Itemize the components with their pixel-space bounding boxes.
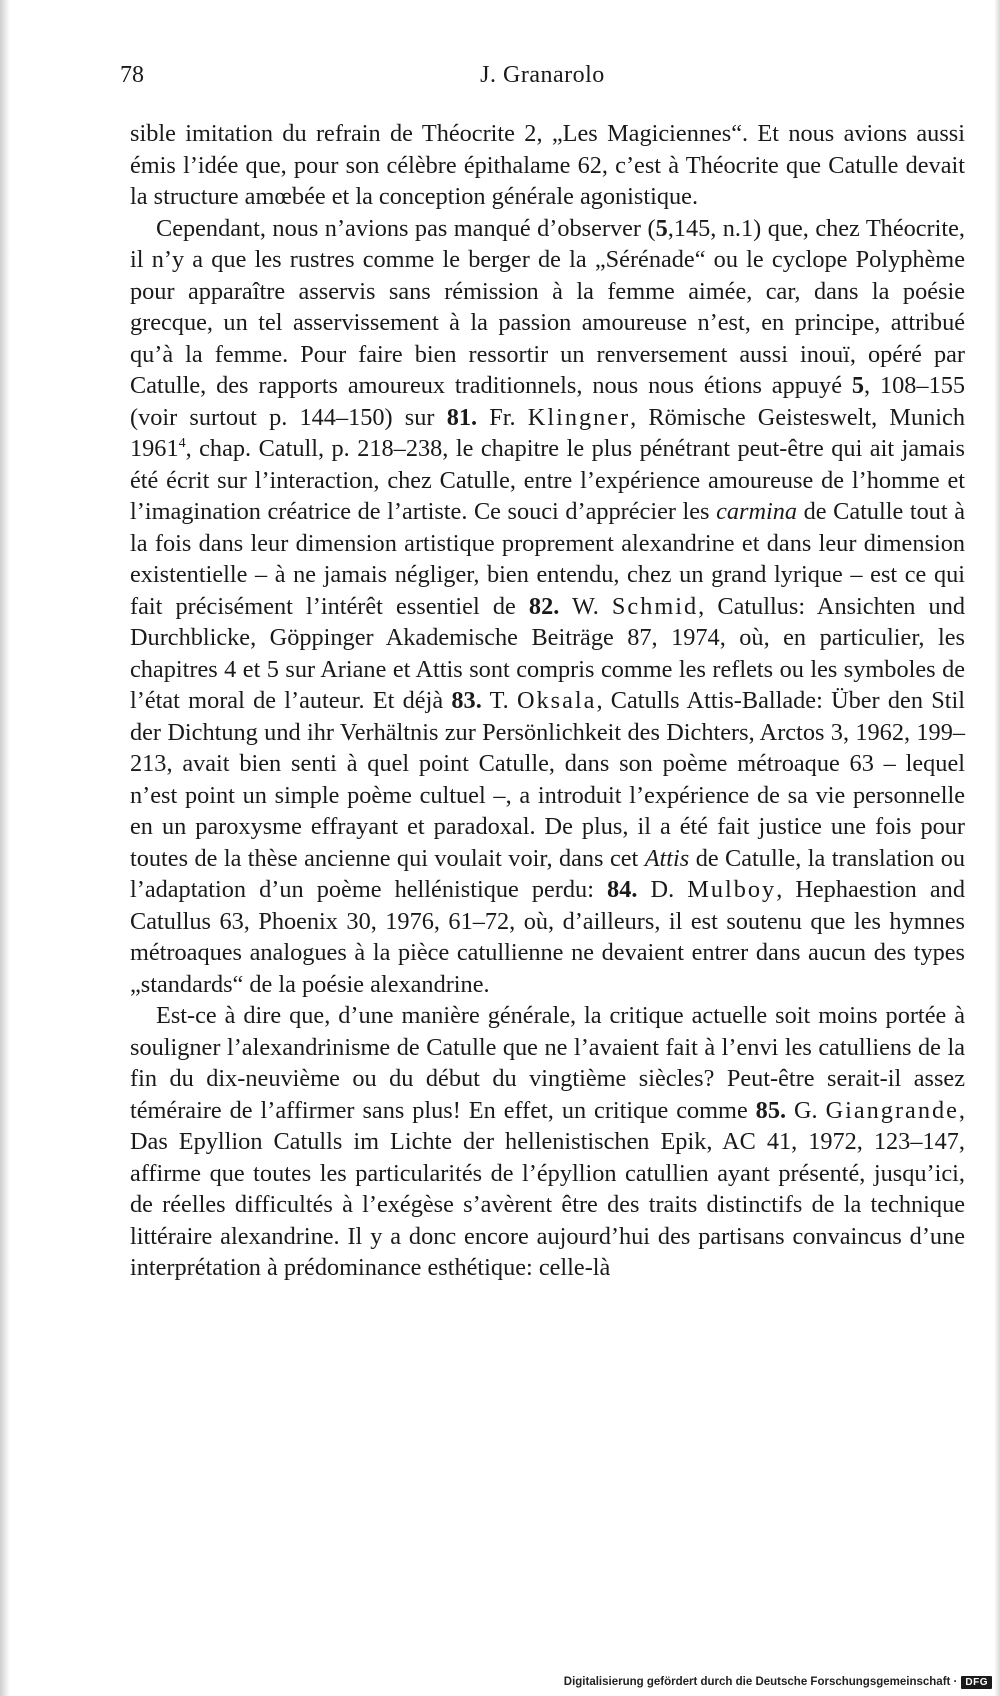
- text-run: Schmid: [611, 592, 699, 620]
- text-run: , 108–155 (voir surtout p. 144–150) sur: [130, 372, 966, 431]
- text-run: , Römische Geisteswelt, Munich 1961: [130, 403, 965, 462]
- text-run: 85.: [755, 1096, 787, 1124]
- dfg-logo-icon: DFG: [961, 1676, 992, 1689]
- text-run: 83.: [451, 687, 482, 714]
- digitization-credit: [564, 1672, 992, 1692]
- text-run: Mulboy: [687, 876, 777, 903]
- text-run: de Catulle tout à la fois dans leur dimension artistique proprement alexandrine et dans leur dimension existentielle – à ne jamais négliger, bien entendu, chez un grand lyrique – est ce qui fait précisément l’intérêt essentiel de: [130, 498, 965, 620]
- text-run: Attis: [644, 844, 690, 872]
- text-run: Est-ce à dire que, d’une manière générale, la critique actuelle soit moins portée à souligner l’alexandrinisme de Catulle que ne l’avaient fait à l’envi les catulliens de la fin du dix-neuvième ou du début du vingtième siècles? Peut-être serait-il assez téméraire de l’affirmer sans plus! En effet, un critique comme: [130, 1002, 965, 1124]
- text-run: Oksala: [516, 687, 597, 714]
- text-run: carmina: [716, 498, 798, 525]
- text-run: 82.: [528, 592, 560, 620]
- text-run: Fr.: [477, 403, 528, 431]
- paragraph-2: [130, 213, 965, 1001]
- text-run: W.: [559, 592, 612, 620]
- running-title: J. Granarolo: [480, 62, 605, 88]
- text-run: sible imitation du refrain de Théocrite 2, „Les Magiciennes“. Et nous avions aussi émis l’idée que, pour son célèbre épithalame 62, c’est à Théocrite que Catulle devait la structure amœbée et la conception générale agonistique.: [130, 120, 965, 210]
- text-run: Giangrande: [825, 1096, 959, 1124]
- body-text: [130, 118, 965, 1284]
- text-run: 84.: [607, 876, 638, 903]
- text-run: , Catulls Attis-Ballade: Über den Stil der Dichtung und ihr Verhältnis zur Persönlichkeit des Dichters, Arctos 3, 1962, 199–213, avait bien senti à quel point Catulle, dans son poème métroaque 63 – lequel n’est point un simple poème cultuel –, a introduit l’expérience de sa vie personnelle en un paroxysme effrayant et paradoxal. De plus, il a été fait justice une fois pour toutes de la thèse ancienne qui voulait voir, dans cet: [130, 687, 966, 872]
- text-run: ,145, n.1) que, chez Théocrite, il n’y a que les rustres comme le berger de la „Sérénade“ ou le cyclope Polyphème pour apparaître asservis sans rémission à la femme aimée, car, dans la poésie grecque, un tel asservissement à la passion amoureuse n’est, en principe, attribué qu’à la femme. Pour faire bien ressortir un renversement aussi inouï, opéré par Catulle, des rapports amoureux traditionnels, nous nous étions appuyé: [130, 214, 965, 399]
- text-run: G.: [786, 1096, 826, 1124]
- text-run: Cependant, nous n’avions pas manqué d’observer (: [156, 214, 656, 242]
- text-run: , Das Epyllion Catulls im Lichte der hellenistischen Epik, AC 41, 1972, 123–147, affirme que toutes les particularités de l’épyllion catullien ayant présenté, jusqu’ici, de réelles difficultés à l’exégèse s’avèrent être des traits distinctifs de la technique littéraire alexandrine. Il y a donc encore aujourd’hui des partisans convaincus d’une interprétation à prédominance esthétique: celle-là: [130, 1096, 965, 1281]
- text-run: , Catullus: Ansichten und Durchblicke, Göppinger Akademische Beiträge 87, 1974, où, en particulier, les chapitres 4 et 5 sur Ariane et Attis sont compris comme les reflets ou les symboles de l’état moral de l’auteur. Et déjà: [130, 592, 965, 714]
- paragraph-3: [130, 1000, 965, 1284]
- text-run: Klingner: [527, 403, 631, 431]
- text-run: D.: [637, 876, 688, 903]
- credit-text: Digitalisierung gefördert durch die Deutsche Forschungsgemeinschaft ·: [563, 1676, 958, 1688]
- page-number: 78: [120, 62, 144, 88]
- text-run: 81.: [446, 403, 478, 431]
- text-run: 5: [655, 214, 668, 242]
- text-run: de Catulle, la translation ou l’adaptation d’un poème hellénistique perdu:: [130, 844, 965, 903]
- page-edge-shadow-left: [0, 0, 10, 1696]
- paragraph-1: [130, 118, 965, 213]
- page-edge-shadow-right: [994, 0, 1000, 1696]
- text-run: 4: [178, 435, 186, 451]
- text-run: 5: [851, 372, 865, 399]
- text-run: T.: [481, 687, 517, 714]
- running-head: [120, 62, 965, 92]
- text-run: , chap. Catull, p. 218–238, le chapitre le plus pénétrant peut-être qui ait jamais été écrit sur l’interaction, chez Catulle, entre l’expérience amoureuse de l’homme et l’imagination créatrice de l’artiste. Ce souci d’apprécier les: [130, 435, 965, 525]
- text-run: , Hephaestion and Catullus 63, Phoenix 30, 1976, 61–72, où, d’ailleurs, il est soutenu que les hymnes métroaques analogues à la pièce catullienne ne devaient entrer dans aucun des types „standards“ de la poésie alexandrine.: [130, 876, 965, 998]
